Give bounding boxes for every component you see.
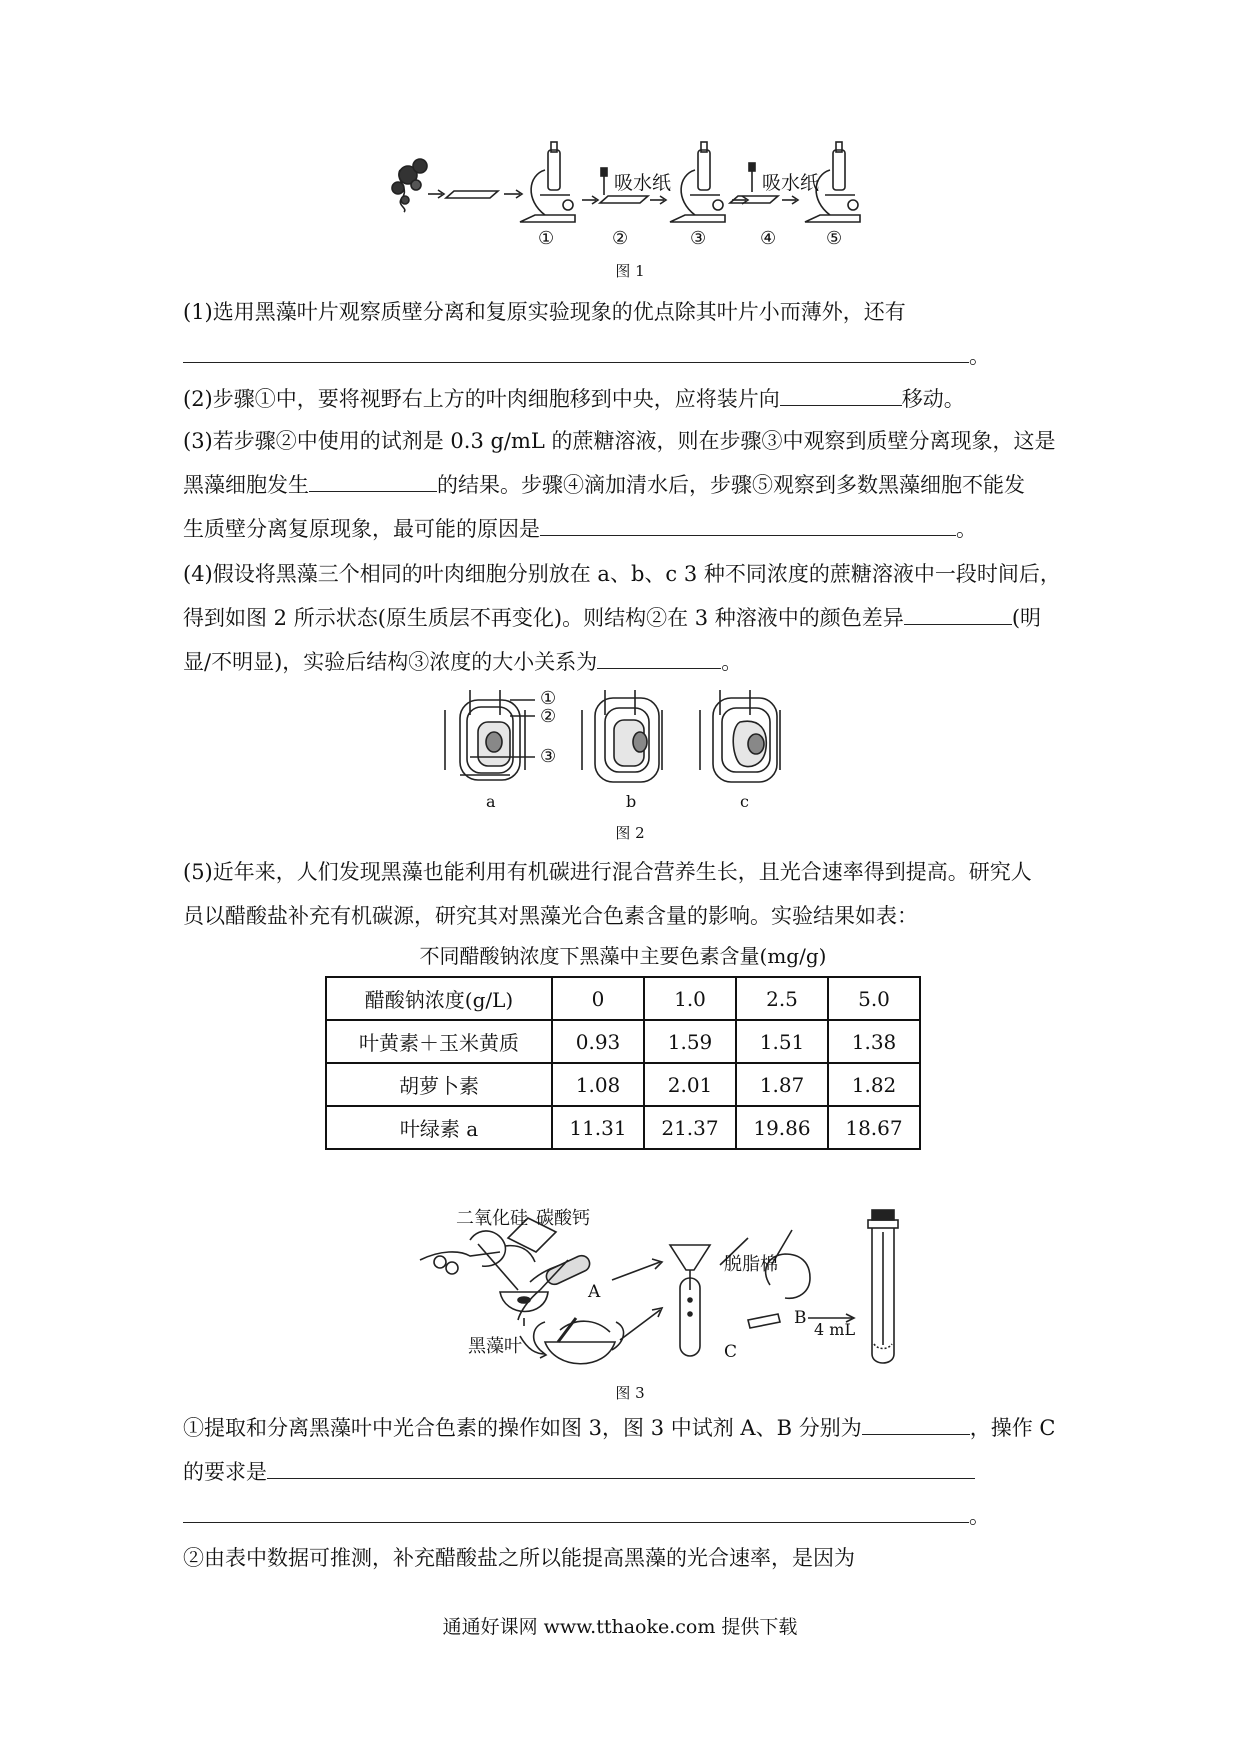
structure-label-1: ① [540, 688, 557, 709]
question-5-1: ①提取和分离黑藻叶中光合色素的操作如图 3，图 3 中试剂 A、B 分别为 ，操作 C 的要求是 。 [183, 1406, 1063, 1538]
chromatography-tube-icon [868, 1210, 898, 1363]
table-header-cell: 0 [552, 977, 644, 1020]
table-cell: 0.93 [552, 1020, 644, 1063]
table-cell: 1.08 [552, 1063, 644, 1106]
strip-c-icon [748, 1314, 780, 1328]
figure-3-caption: 图 3 [615, 1384, 645, 1402]
label-silica: 二氧化硅 [456, 1208, 528, 1229]
table-cell: 1.82 [828, 1063, 920, 1106]
table-cell: 19.86 [736, 1106, 828, 1149]
step-label-5: ⑤ [826, 228, 843, 249]
table-cell: 11.31 [552, 1106, 644, 1149]
cell-label-b: b [626, 792, 637, 811]
structure-label-3: ③ [540, 746, 557, 767]
figure-2-caption: 图 2 [615, 824, 645, 842]
label-reagent-b: B [794, 1308, 807, 1328]
question-5-2: ②由表中数据可推测，补充醋酸盐之所以能提高黑藻的光合速率，是因为 [183, 1546, 855, 1570]
funnel-icon [670, 1245, 710, 1356]
table-header-cell: 1.0 [644, 977, 736, 1020]
table-cell: 2.01 [644, 1063, 736, 1106]
structure-label-2: ② [540, 706, 557, 727]
table-cell: 18.67 [828, 1106, 920, 1149]
question-3: (3)若步骤②中使用的试剂是 0.3 g/mL 的蔗糖溶液，则在步骤③中观察到质壁分离现象，这是 黑藻细胞发生 的结果。步骤④滴加清水后，步骤⑤观察到多数黑藻细胞不能发 生质壁分离复原现象，最可能的原因是 。 [183, 429, 1056, 541]
table-cell: 1.51 [736, 1020, 828, 1063]
table-cell: 1.38 [828, 1020, 920, 1063]
figure-1-caption: 图 1 [615, 262, 645, 280]
tube-a-icon [518, 1253, 592, 1320]
page-footer: 通通好课网 www.tthaoke.com 提供下载 [442, 1616, 798, 1638]
label-caco3: 碳酸钙 [536, 1208, 590, 1229]
table-cell: 叶绿素 a [326, 1106, 552, 1149]
table-cell: 叶黄素＋玉米黄质 [326, 1020, 552, 1063]
question-5: (5)近年来，人们发现黑藻也能利用有机碳进行混合营养生长，且光合速率得到提高。研究人 员以醋酸盐补充有机碳源，研究其对黑藻光合色素含量的影响。实验结果如表： [183, 860, 1032, 928]
label-operation-c: C [724, 1342, 738, 1362]
step-label-3: ③ [690, 228, 707, 249]
table-cell: 胡萝卜素 [326, 1063, 552, 1106]
label-cotton: 脱脂棉 [724, 1254, 778, 1275]
table-cell: 1.87 [736, 1063, 828, 1106]
scissors-hands-icon [420, 1231, 535, 1274]
cell-label-c: c [740, 792, 749, 811]
table-cell: 21.37 [644, 1106, 736, 1149]
question-4: (4)假设将黑藻三个相同的叶肉细胞分别放在 a、b、c 3 种不同浓度的蔗糖溶液中一段时间后， 得到如图 2 所示状态(原生质层不再变化)。则结构②在 3 种溶液中的颜色差异 (明 显/不明显)，实验后结构③浓度的大小关系为 。 [183, 562, 1061, 674]
table-cell: 1.59 [644, 1020, 736, 1063]
answer-blank-q5-1-a[interactable] [862, 1410, 970, 1435]
cell-label-a: a [486, 792, 496, 811]
question-2: (2)步骤①中，要将视野右上方的叶肉细胞移到中央，应将装片向 移动。 [183, 377, 1063, 421]
grinding-hands-icon [534, 1318, 624, 1364]
table-header-cell: 5.0 [828, 977, 920, 1020]
step-label-2: ② [612, 228, 629, 249]
answer-blank-q5-1-c[interactable] [183, 1498, 969, 1523]
question-1: (1)选用黑藻叶片观察质壁分离和复原实验现象的优点除其叶片小而薄外，还有 。 [183, 290, 1063, 378]
table-header-cell: 2.5 [736, 977, 828, 1020]
step-label-4: ④ [760, 228, 777, 249]
label-leaf: 黑藻叶 [468, 1336, 522, 1357]
label-reagent-a: A [588, 1282, 601, 1302]
table-title: 不同醋酸钠浓度下黑藻中主要色素含量(mg/g) [419, 944, 827, 968]
question-1-text: (1)选用黑藻叶片观察质壁分离和复原实验现象的优点除其叶片小而薄外，还有 [183, 300, 906, 324]
answer-blank-q5-1-b[interactable] [267, 1454, 975, 1479]
table-header-cell: 醋酸钠浓度(g/L) [326, 977, 552, 1020]
label-volume: 4 mL [814, 1320, 856, 1339]
absorbent-paper-label-2: 吸水纸 [762, 172, 820, 194]
step-label-1: ① [538, 228, 555, 249]
absorbent-paper-label-1: 吸水纸 [614, 172, 672, 194]
